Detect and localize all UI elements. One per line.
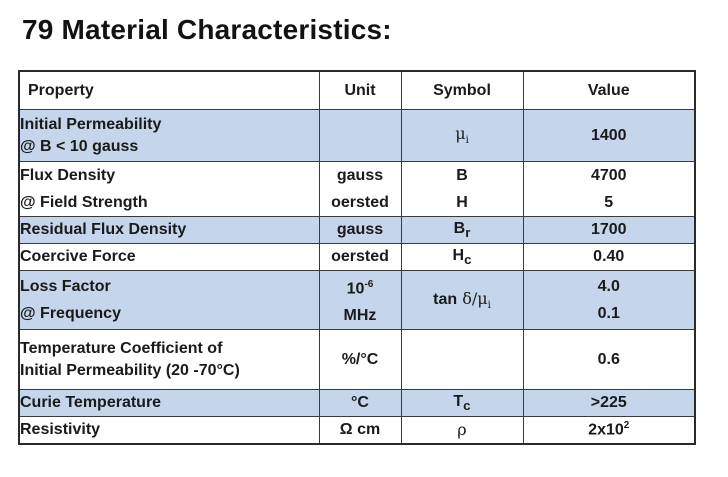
symbol-text: H [452,246,465,264]
symbol-cell [401,217,523,244]
unit-text: oersted [331,194,389,211]
material-characteristics-table [18,70,696,445]
property-cell [19,110,319,162]
value-cell: 1400 [523,110,695,162]
header-value: Value [523,71,695,110]
symbol-cell [401,417,523,444]
property-text: Flux Density [20,167,116,184]
table-row [19,417,695,444]
symbol-cell [401,330,523,390]
table-header-row [19,71,695,110]
table-row [19,162,695,217]
symbol-subscript: c [463,398,471,414]
symbol-text: H [456,194,468,211]
property-cell [19,162,319,217]
page-title: 79 Material Characteristics: [22,14,392,45]
header-unit: Unit [319,71,401,110]
value-cell: 0.6 [523,330,695,390]
table-row [19,244,695,271]
property-cell [19,330,319,390]
table-row [19,271,695,330]
value-cell [523,417,695,444]
property-text: @ Field Strength [20,194,148,211]
table-row [19,217,695,244]
symbol-text: T [453,393,464,411]
unit-text: MHz [343,307,377,325]
symbol-subscript: c [464,252,472,268]
unit-cell: %/°C [319,330,401,390]
property-text: @ Frequency [20,305,121,323]
symbol-subscript: r [465,225,471,241]
table-row [19,390,695,417]
unit-cell: °C [319,390,401,417]
property-text: Initial Permeability (20 -70°C) [20,361,240,379]
property-cell: Residual Flux Density [19,217,319,244]
table-row [19,330,695,390]
unit-cell [319,110,401,162]
unit-cell: oersted [319,244,401,271]
symbol-text: B [456,167,468,184]
property-text: Loss Factor [20,278,111,296]
property-cell [19,271,319,330]
value-cell: 0.40 [523,244,695,271]
symbol-text: B [453,219,466,237]
value-text: 5 [604,194,614,211]
table-row [19,110,695,162]
symbol-cell [401,162,523,217]
value-superscript: 2 [623,420,630,432]
symbol-cell [401,244,523,271]
symbol-subscript: i [487,300,491,312]
header-symbol: Symbol [401,71,523,110]
symbol-text: δ/μ [462,289,488,309]
value-cell [523,162,695,217]
value-text: 0.1 [597,305,620,323]
symbol-subscript: i [465,135,469,147]
symbol-text: μ [455,124,466,144]
value-text: 2x10 [588,421,624,439]
symbol-text: ρ [457,420,467,440]
unit-cell: gauss [319,217,401,244]
symbol-cell [401,110,523,162]
property-cell: Resistivity [19,417,319,444]
value-cell: 1700 [523,217,695,244]
symbol-cell [401,390,523,417]
unit-superscript: -6 [364,279,374,290]
value-cell [523,271,695,330]
value-text: 4.0 [597,278,620,296]
symbol-cell [401,271,523,330]
value-cell: >225 [523,390,695,417]
property-text: Temperature Coefficient of [20,339,223,357]
symbol-prefix: tan [433,291,458,309]
unit-text: gauss [336,167,384,184]
unit-text: $10^{-6}$ [346,279,374,298]
property-cell: Coercive Force [19,244,319,271]
property-text: @ B < 10 gauss [20,137,139,155]
unit-cell [319,162,401,217]
property-text: Initial Permeability [20,115,162,133]
unit-cell [319,271,401,330]
property-cell: Curie Temperature [19,390,319,417]
unit-cell: Ω cm [319,417,401,444]
value-text: 4700 [590,167,627,184]
header-property: Property [19,71,319,110]
